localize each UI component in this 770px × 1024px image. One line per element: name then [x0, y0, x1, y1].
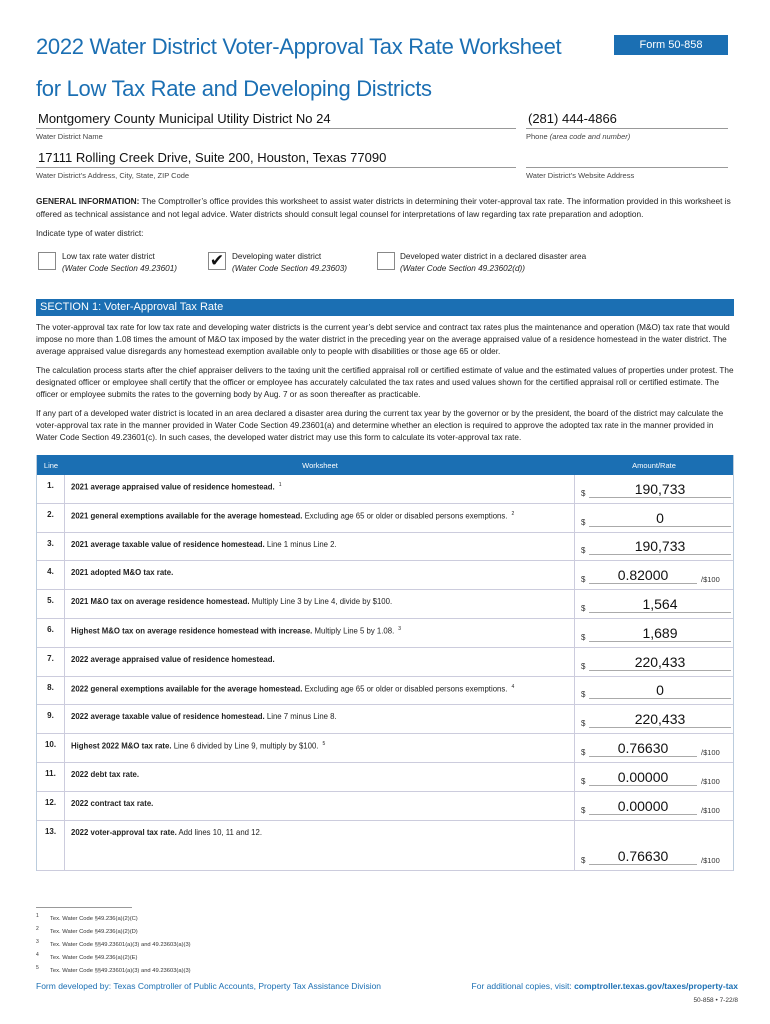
footnote-number: 3	[36, 938, 39, 945]
table-row	[37, 590, 733, 619]
row-description-rest: Multiply Line 3 by Line 4, divide by $100.	[249, 597, 393, 607]
row-amount	[575, 792, 733, 820]
dollar-sign: $	[581, 855, 586, 865]
section-1-paragraph-1: The voter-approval tax rate for low tax rate and developing water districts is the current year’s debt service and contract tax rates plus the maintenance and operation (M&O) tax rate that would impose no more than 1.08 times the amount of M&O tax imposed by the water district in the preceding year on the average appraised value of a residence homestead in the water district. The average appraised value disregards any homestead exemption available only to people with disabilities or those age 65 or older.	[36, 323, 730, 356]
row-description	[65, 792, 575, 820]
amount-input[interactable]: 0.00000	[589, 768, 697, 786]
row-amount	[575, 763, 733, 791]
footnote-item	[36, 911, 191, 924]
row-description-rest: Multiply Line 5 by 1.08.	[312, 626, 395, 636]
footnote-number: 2	[36, 925, 39, 932]
general-information	[36, 195, 736, 220]
amount-input[interactable]: 190,733	[589, 537, 731, 555]
form-title-line-2: for Low Tax Rate and Developing Districts	[36, 76, 432, 101]
row-amount	[575, 677, 733, 705]
row-footnote-ref: 5	[322, 741, 326, 748]
table-row	[37, 705, 733, 734]
website-field	[526, 150, 728, 180]
row-number: 1.	[37, 475, 65, 503]
row-description-rest: Line 7 minus Line 8.	[264, 712, 337, 722]
footer-copies-link[interactable]: comptroller.texas.gov/taxes/property-tax	[574, 981, 738, 991]
dollar-sign: $	[581, 603, 586, 613]
row-description-rest: Excluding age 65 or older or disabled persons exemptions.	[302, 511, 508, 521]
row-description-bold: 2022 debt tax rate.	[71, 769, 140, 779]
amount-input[interactable]: 1,564	[589, 595, 731, 613]
dollar-sign: $	[581, 546, 586, 556]
row-number: 2.	[37, 504, 65, 532]
row-number: 8.	[37, 677, 65, 705]
amount-input[interactable]: 0	[589, 681, 731, 699]
address-field	[36, 150, 516, 180]
developed-disaster-option	[400, 251, 586, 275]
row-amount	[575, 475, 733, 503]
dollar-sign: $	[581, 517, 586, 527]
amount-input[interactable]: 220,433	[589, 653, 731, 671]
section-1-paragraph-2: The calculation process starts after the chief appraiser delivers to the taxing unit the certified appraisal roll or certified estimate of value and the estimated values of properties under protest. The designated officer or employee shall certify that the officer or employee has accurately calculated the tax rates and used values shown for the certified appraisal roll or certified estimate. The officer or employee submits the rates to the governing body by Aug. 7 or as soon thereafter as practicable.	[36, 366, 734, 399]
rate-unit: /$100	[701, 855, 720, 865]
table-row	[37, 677, 733, 706]
rate-unit: /$100	[701, 575, 720, 585]
row-footnote-ref: 1	[278, 482, 282, 488]
footnote-text: Tex. Water Code §§49.23601(a)(3) and 49.23603(a)(3)	[50, 941, 191, 948]
address-input[interactable]: 17111 Rolling Creek Drive, Suite 200, Houston, Texas 77090	[36, 150, 516, 168]
row-number: 13.	[37, 821, 65, 870]
developing-district-ref: (Water Code Section 49.23603)	[232, 264, 347, 273]
footnote-number: 4	[36, 951, 39, 958]
footer-form-id: 50-858 • 7-22/8	[693, 997, 738, 1004]
rate-unit: /$100	[701, 805, 720, 815]
table-row	[37, 561, 733, 590]
row-description	[65, 821, 575, 870]
footnote-text: Tex. Water Code §49.236(a)(2)(E)	[50, 954, 138, 961]
header-line: Line	[43, 460, 59, 470]
row-description	[65, 705, 575, 733]
developed-disaster-label: Developed water district in a declared disaster area	[400, 252, 587, 261]
row-description-bold: 2022 general exemptions available for the average homestead.	[71, 684, 303, 694]
footer-credit: Form developed by: Texas Comptroller of Public Accounts, Property Tax Assistance Division	[36, 981, 382, 991]
developing-district-option	[232, 251, 347, 275]
table-row	[37, 792, 733, 821]
dollar-sign: $	[581, 575, 586, 585]
row-description-bold: 2021 adopted M&O tax rate.	[71, 568, 174, 578]
table-row	[37, 504, 733, 533]
row-description-bold: 2022 contract tax rate.	[71, 798, 154, 808]
district-name-input[interactable]: Montgomery County Municipal Utility District No 24	[36, 111, 516, 129]
footnote-text: Tex. Water Code §49.236(a)(2)(C)	[50, 915, 138, 922]
row-description	[65, 619, 575, 647]
phone-label	[526, 132, 728, 141]
row-amount	[575, 533, 733, 561]
row-description	[65, 734, 575, 762]
row-number: 11.	[37, 763, 65, 791]
phone-label-note: (area code and number)	[549, 132, 631, 141]
row-amount	[575, 648, 733, 676]
footnote-divider	[36, 907, 132, 908]
form-title-line-1: 2022 Water District Voter-Approval Tax Rate Worksheet	[36, 34, 562, 59]
footnote-item	[36, 937, 191, 950]
form-number-badge: Form 50-858	[614, 35, 728, 55]
row-description-bold: Highest M&O tax on average residence homestead with increase.	[71, 626, 313, 636]
row-description-bold: 2021 average appraised value of residence homestead.	[71, 482, 275, 492]
dollar-sign: $	[581, 805, 586, 815]
table-row	[37, 648, 733, 677]
row-footnote-ref: 2	[511, 510, 515, 517]
header-worksheet: Worksheet	[302, 460, 338, 470]
worksheet-table-header	[37, 455, 733, 475]
low-tax-rate-label: Low tax rate water district	[62, 252, 155, 261]
amount-input[interactable]: 190,733	[589, 480, 731, 498]
row-number: 6.	[37, 619, 65, 647]
table-row	[37, 475, 733, 504]
row-description-bold: 2021 general exemptions available for the average homestead.	[71, 511, 303, 521]
developed-disaster-ref: (Water Code Section 49.23602(d))	[400, 264, 526, 273]
footnote-text: Tex. Water Code §49.236(a)(2)(D)	[50, 928, 138, 935]
row-description-bold: 2021 M&O tax on average residence homestead.	[71, 597, 250, 607]
rate-unit: /$100	[701, 776, 720, 786]
row-description-rest: Add lines 10, 11 and 12.	[176, 827, 263, 837]
dollar-sign: $	[581, 690, 586, 700]
row-description-rest: Line 1 minus Line 2.	[264, 539, 337, 549]
row-number: 10.	[37, 734, 65, 762]
row-description-rest: Excluding age 65 or older or disabled persons exemptions.	[302, 684, 508, 694]
row-description	[65, 763, 575, 791]
developing-district-checkbox[interactable]: ✔	[209, 251, 225, 270]
amount-input[interactable]: 220,433	[589, 710, 731, 728]
row-amount	[575, 504, 733, 532]
website-input[interactable]	[526, 150, 728, 168]
row-description-bold: 2021 average taxable value of residence homestead.	[71, 539, 265, 549]
row-description	[65, 677, 575, 705]
section-1-paragraph-3: If any part of a developed water district is located in an area declared a disaster area during the current tax year by the governor or by the president, the board of the district may calculate the voter-approval tax rate in the manner provided in Water Code Section 49.23601(a) and determine whether an election is required to approve the adopted tax rate in the manner provided in Water Code Section 49.23601(c). In such cases, the developed water district may use this form to calculate its voter-approval tax rate.	[36, 409, 724, 442]
phone-input[interactable]: (281) 444-4866	[526, 111, 728, 129]
dollar-sign: $	[581, 719, 586, 729]
row-description	[65, 648, 575, 676]
row-description	[65, 475, 575, 503]
table-row	[37, 763, 733, 792]
row-amount	[575, 734, 733, 762]
table-row	[37, 619, 733, 648]
footnotes	[36, 911, 191, 976]
dollar-sign: $	[581, 488, 586, 498]
row-description	[65, 590, 575, 618]
row-description	[65, 533, 575, 561]
row-description-bold: 2022 average appraised value of residence homestead.	[71, 654, 275, 664]
footnote-text: Tex. Water Code §§49.23601(a)(3) and 49.23603(a)(3)	[50, 967, 191, 974]
row-footnote-ref: 4	[511, 683, 515, 690]
row-description-bold: Highest 2022 M&O tax rate.	[71, 741, 172, 751]
rate-unit: /$100	[701, 747, 720, 757]
footnote-number: 1	[36, 913, 39, 919]
amount-input[interactable]: 0.76630	[589, 739, 697, 757]
row-amount	[575, 821, 733, 870]
low-tax-rate-checkbox[interactable]	[38, 252, 56, 270]
dollar-sign: $	[581, 661, 586, 671]
row-description-bold: 2022 average taxable value of residence homestead.	[71, 712, 265, 722]
district-name-field	[36, 111, 516, 141]
table-row	[37, 734, 733, 763]
row-number: 4.	[37, 561, 65, 589]
address-label: Water District’s Address, City, State, ZIP Code	[36, 171, 190, 180]
amount-input[interactable]: 0.82000	[589, 566, 697, 584]
row-amount	[575, 590, 733, 618]
row-number: 5.	[37, 590, 65, 618]
row-amount	[575, 561, 733, 589]
general-information-text: The Comptroller’s office provides this worksheet to assist water districts in determining their voter-approval tax rate. The information provided in this worksheet is offered as technical assistance and not legal advice. Water districts should consult legal counsel for interpretations of law regarding tax rate preparation and adoption.	[36, 196, 731, 219]
dollar-sign: $	[581, 776, 586, 786]
header-amount: Amount/Rate	[632, 460, 676, 470]
table-row	[37, 533, 733, 562]
low-tax-rate-ref: (Water Code Section 49.23601)	[62, 264, 177, 273]
website-label: Water District’s Website Address	[526, 171, 635, 180]
developing-district-label: Developing water district	[232, 252, 322, 261]
footnote-number: 5	[36, 964, 39, 971]
amount-input[interactable]: 0.76630	[589, 847, 697, 865]
phone-label-text: Phone	[526, 132, 548, 141]
row-number: 12.	[37, 792, 65, 820]
low-tax-rate-option	[62, 251, 177, 275]
section-1-header: SECTION 1: Voter-Approval Tax Rate	[36, 299, 734, 316]
developed-disaster-checkbox[interactable]	[377, 252, 395, 270]
row-description-bold: 2022 voter-approval tax rate.	[71, 827, 177, 837]
row-amount	[575, 619, 733, 647]
worksheet-rows	[37, 475, 733, 871]
row-footnote-ref: 3	[398, 625, 402, 632]
row-description	[65, 504, 575, 532]
worksheet-table	[36, 455, 734, 871]
amount-input[interactable]: 1,689	[589, 624, 731, 642]
footer-copies	[472, 981, 738, 991]
table-row	[37, 821, 733, 871]
row-amount	[575, 705, 733, 733]
amount-input[interactable]: 0	[589, 509, 731, 527]
row-number: 9.	[37, 705, 65, 733]
phone-field	[526, 111, 728, 141]
footer-copies-text: For additional copies, visit:	[471, 981, 575, 991]
footnote-item	[36, 950, 191, 963]
amount-input[interactable]: 0.00000	[589, 797, 697, 815]
footnote-item	[36, 963, 191, 976]
row-number: 7.	[37, 648, 65, 676]
row-number: 3.	[37, 533, 65, 561]
row-description-rest: Line 6 divided by Line 9, multiply by $100.	[171, 741, 319, 751]
dollar-sign: $	[581, 747, 586, 757]
dollar-sign: $	[581, 632, 586, 642]
row-description	[65, 561, 575, 589]
district-name-label: Water District Name	[36, 132, 103, 141]
footnote-item	[36, 924, 191, 937]
district-type-prompt: Indicate type of water district:	[36, 228, 144, 238]
general-information-heading: GENERAL INFORMATION:	[36, 196, 140, 206]
